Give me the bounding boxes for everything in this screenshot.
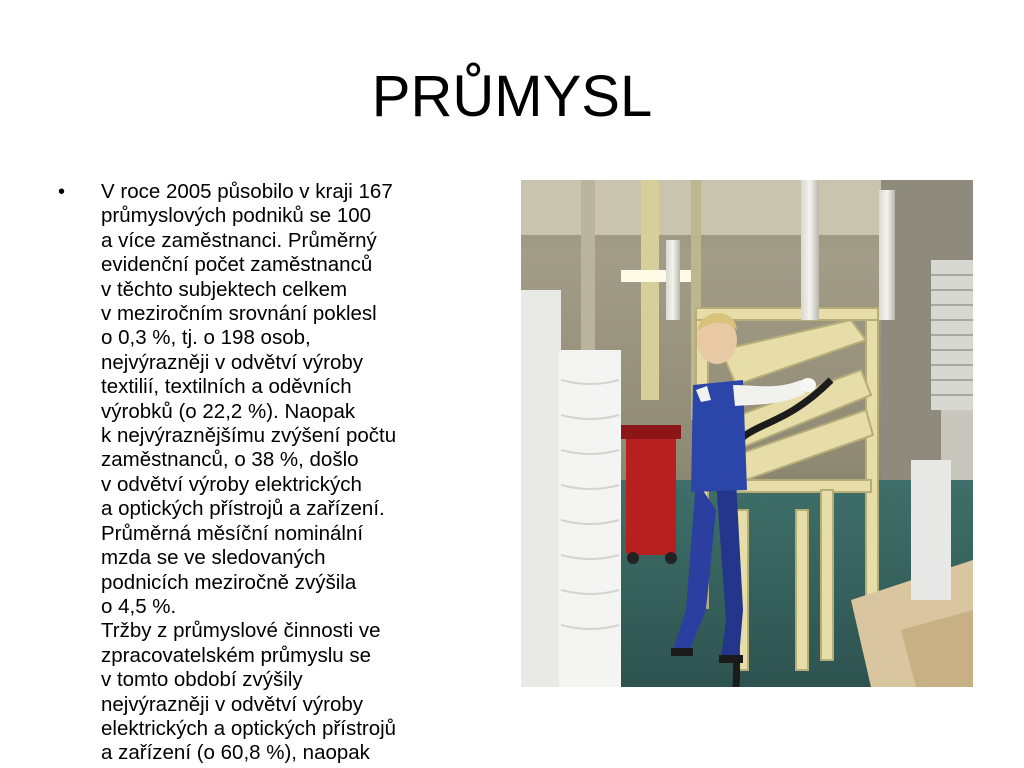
body-line: textilií, textilních a oděvních — [101, 375, 352, 399]
factory-scene-illustration — [521, 180, 973, 687]
bullet-list — [58, 180, 488, 766]
body-line: a více zaměstnanci. Průměrný — [101, 228, 377, 252]
slide-title: PRŮMYSL — [371, 64, 653, 129]
body-line: nejvýrazněji v odvětví výroby — [101, 350, 364, 374]
body-line: V roce 2005 působilo v kraji 167 — [101, 180, 393, 203]
body-line: k nejvýraznějšímu zvýšení počtu — [101, 424, 397, 448]
body-line: zaměstnanců, o 38 %, došlo — [101, 448, 359, 472]
body-line: evidenční počet zaměstnanců — [101, 253, 373, 277]
body-line: v meziročním srovnání poklesl — [101, 302, 377, 326]
body-line: podnicích meziročně zvýšila — [101, 570, 357, 594]
body-line: nejvýrazněji v odvětví výroby — [101, 692, 364, 716]
body-line: o 0,3 %, tj. o 198 osob, — [101, 326, 311, 350]
bullet-icon: • — [58, 181, 66, 203]
body-line: zpracovatelském průmyslu se — [101, 643, 372, 667]
body-line: o 4,5 %. — [101, 594, 177, 618]
body-line: průmyslových podniků se 100 — [101, 204, 372, 228]
bullet-item — [58, 180, 488, 766]
body-line: a zařízení (o 60,8 %), naopak — [101, 741, 370, 765]
body-line: elektrických a optických přístrojů — [101, 716, 397, 740]
body-line: v odvětví výroby elektrických — [101, 472, 362, 496]
body-line: výrobků (o 22,2 %). Naopak — [101, 399, 356, 423]
body-line: a optických přístrojů a zařízení. — [101, 497, 385, 521]
body-line: v těchto subjektech celkem — [101, 277, 348, 301]
body-line: v tomto období zvýšily — [101, 668, 303, 692]
factory-worker-photo — [521, 180, 973, 687]
body-line: Tržby z průmyslové činnosti ve — [101, 619, 381, 643]
body-line: mzda se ve sledovaných — [101, 546, 326, 570]
body-line: Průměrná měsíční nominální — [101, 521, 364, 545]
